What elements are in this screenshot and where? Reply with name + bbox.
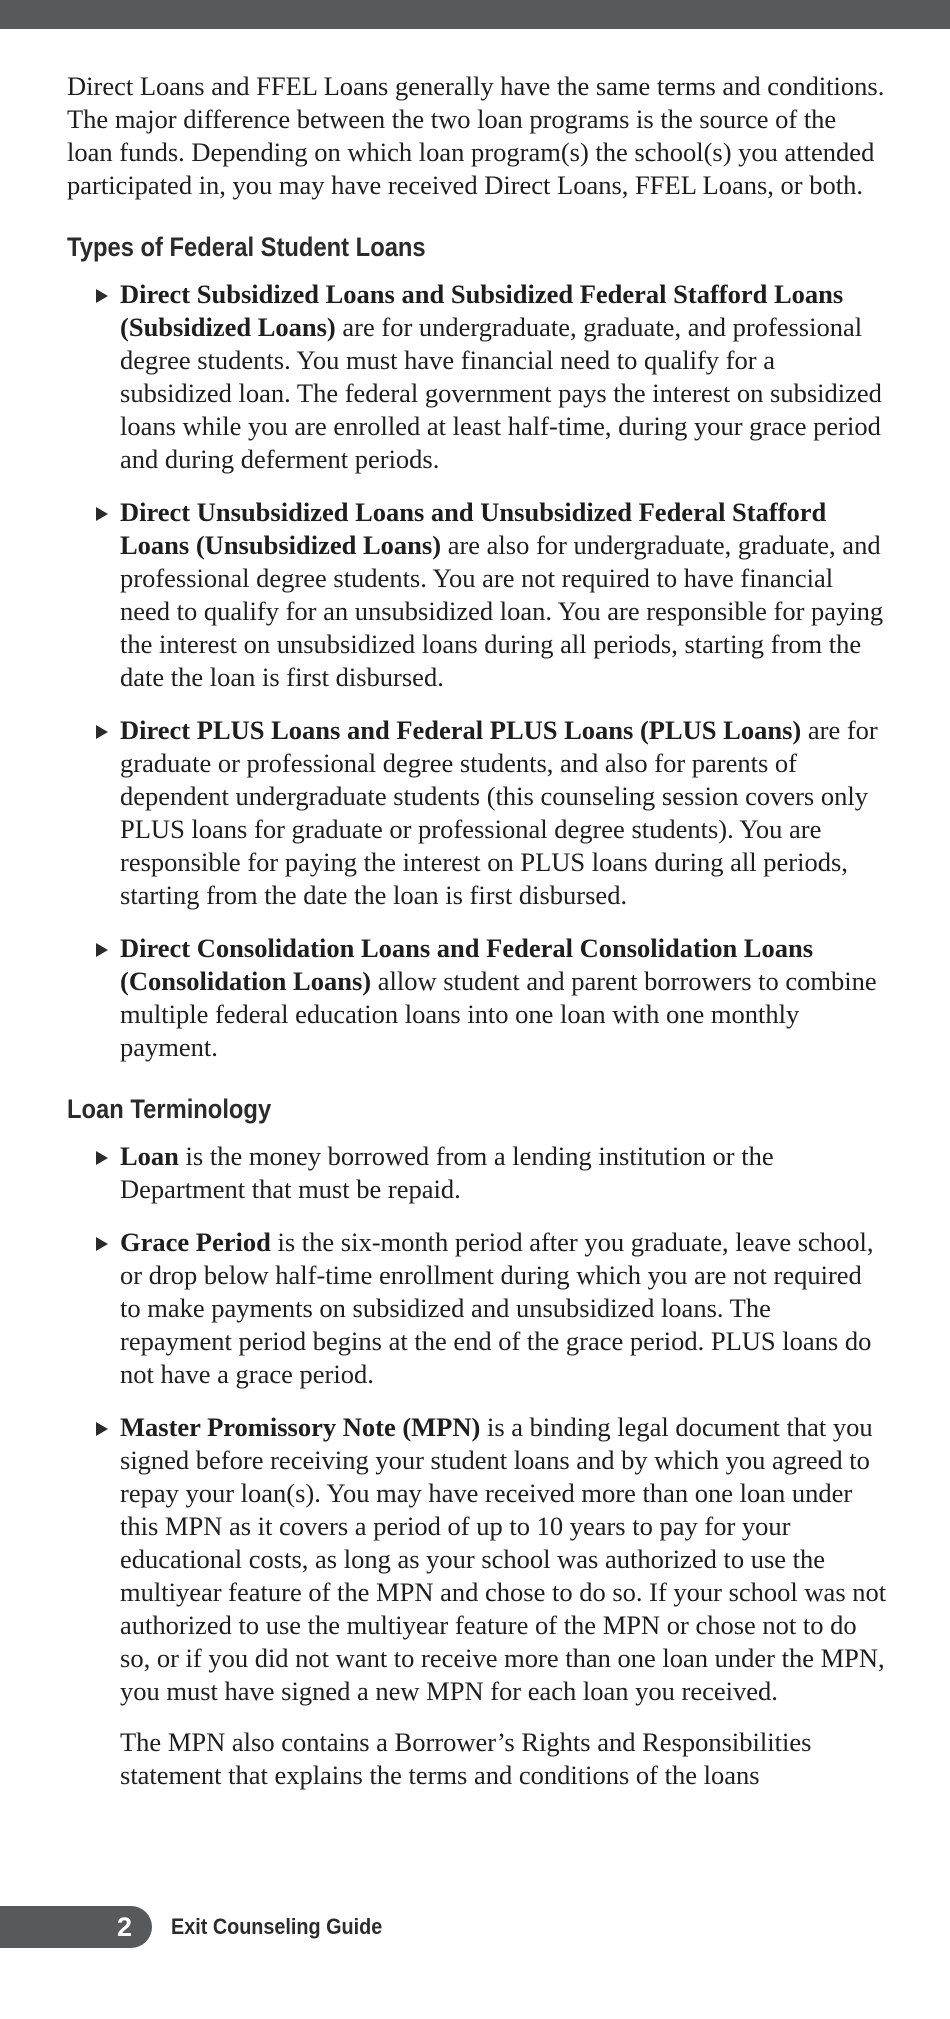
footer-guide-title: Exit Counseling Guide (171, 1914, 383, 1939)
bullet-arrow-icon (96, 507, 108, 521)
list-item-subsidized (67, 278, 887, 476)
desc-plus: are for graduate or professional degree students, and also for parents of dependent undergraduate students (this counseling session covers only PLUS loans for graduate or professional degree students). You are responsible for paying the interest on PLUS loans during all periods, starting from the date the loan is first disbursed. (120, 715, 878, 910)
list-item-consolidation (67, 932, 887, 1064)
term-mpn: Master Promissory Note (MPN) (120, 1412, 481, 1442)
list-item-plus (67, 714, 887, 912)
section-heading-loan-types: Types of Federal Student Loans (67, 232, 426, 262)
page-number: 2 (117, 1912, 133, 1942)
bullet-arrow-icon (96, 1422, 108, 1436)
bullet-arrow-icon (96, 289, 108, 303)
list-item-mpn (67, 1411, 887, 1708)
bullet-arrow-icon (96, 1151, 108, 1165)
bullet-arrow-icon (96, 1237, 108, 1251)
desc-subsidized: are for undergraduate, graduate, and professional degree students. You must have financial need to qualify for a subsidized loan. The federal government pays the interest on subsidized loans while you are enrolled at least half-time, during your grace period and during deferment periods. (120, 312, 882, 474)
desc-loan: is the money borrowed from a lending institution or the Department that must be repaid. (120, 1141, 774, 1204)
desc-mpn: is a binding legal document that you signed before receiving your student loans and by which you agreed to repay your loan(s). You may have received more than one loan under this MPN as it covers a period of up to 10 years to pay for your educational costs, as long as your school was authorized to use the multiyear feature of the MPN and chose to do so. If your school was not authorized to use the multiyear feature of the MPN or chose not to do so, or if you did not want to receive more than one loan under the MPN, you must have signed a new MPN for each loan you received. (120, 1412, 887, 1706)
page-content (67, 70, 887, 1792)
top-header-bar (0, 0, 950, 29)
section-heading-loan-terminology: Loan Terminology (67, 1094, 272, 1124)
term-loan: Loan (120, 1141, 179, 1171)
list-item-unsubsidized (67, 496, 887, 694)
term-unsubsidized: Direct Unsubsidized Loans and Unsubsidized Federal Stafford Loans (Unsubsidized Loans) (120, 497, 827, 560)
desc-unsubsidized: are also for undergraduate, graduate, and professional degree students. You are not required to have financial need to qualify for an unsubsidized loan. You are responsible for paying the interest on unsubsidized loans during all periods, starting from the date the loan is first disbursed. (120, 530, 884, 692)
term-subsidized: Direct Subsidized Loans and Subsidized Federal Stafford Loans (Subsidized Loans) (120, 279, 844, 342)
bullet-arrow-icon (96, 943, 108, 957)
desc-grace-period: is the six-month period after you graduate, leave school, or drop below half-time enrollment during which you are not required to make payments on subsidized and unsubsidized loans. The repayment period begins at the end of the grace period. PLUS loans do not have a grace period. (120, 1227, 874, 1389)
term-consolidation: Direct Consolidation Loans and Federal Consolidation Loans (Consolidation Loans) (120, 933, 814, 996)
list-item-loan (67, 1140, 887, 1206)
term-plus: Direct PLUS Loans and Federal PLUS Loans (PLUS Loans) (120, 715, 802, 745)
desc-consolidation: allow student and parent borrowers to combine multiple federal education loans into one loan with one monthly payment. (120, 966, 877, 1062)
list-item-grace-period (67, 1226, 887, 1391)
loan-types-list (67, 278, 887, 1064)
intro-paragraph: Direct Loans and FFEL Loans generally have the same terms and conditions. The major difference between the two loan programs is the source of the loan funds. Depending on which loan program(s) the school(s) you attended participated in, you may have received Direct Loans, FFEL Loans, or both. (67, 71, 885, 200)
bullet-arrow-icon (96, 725, 108, 739)
mpn-continuation-paragraph: The MPN also contains a Borrower’s Rights and Responsibilities statement that explains the terms and conditions of the loans (120, 1727, 812, 1790)
term-grace-period: Grace Period (120, 1227, 271, 1257)
loan-terminology-list (67, 1140, 887, 1708)
